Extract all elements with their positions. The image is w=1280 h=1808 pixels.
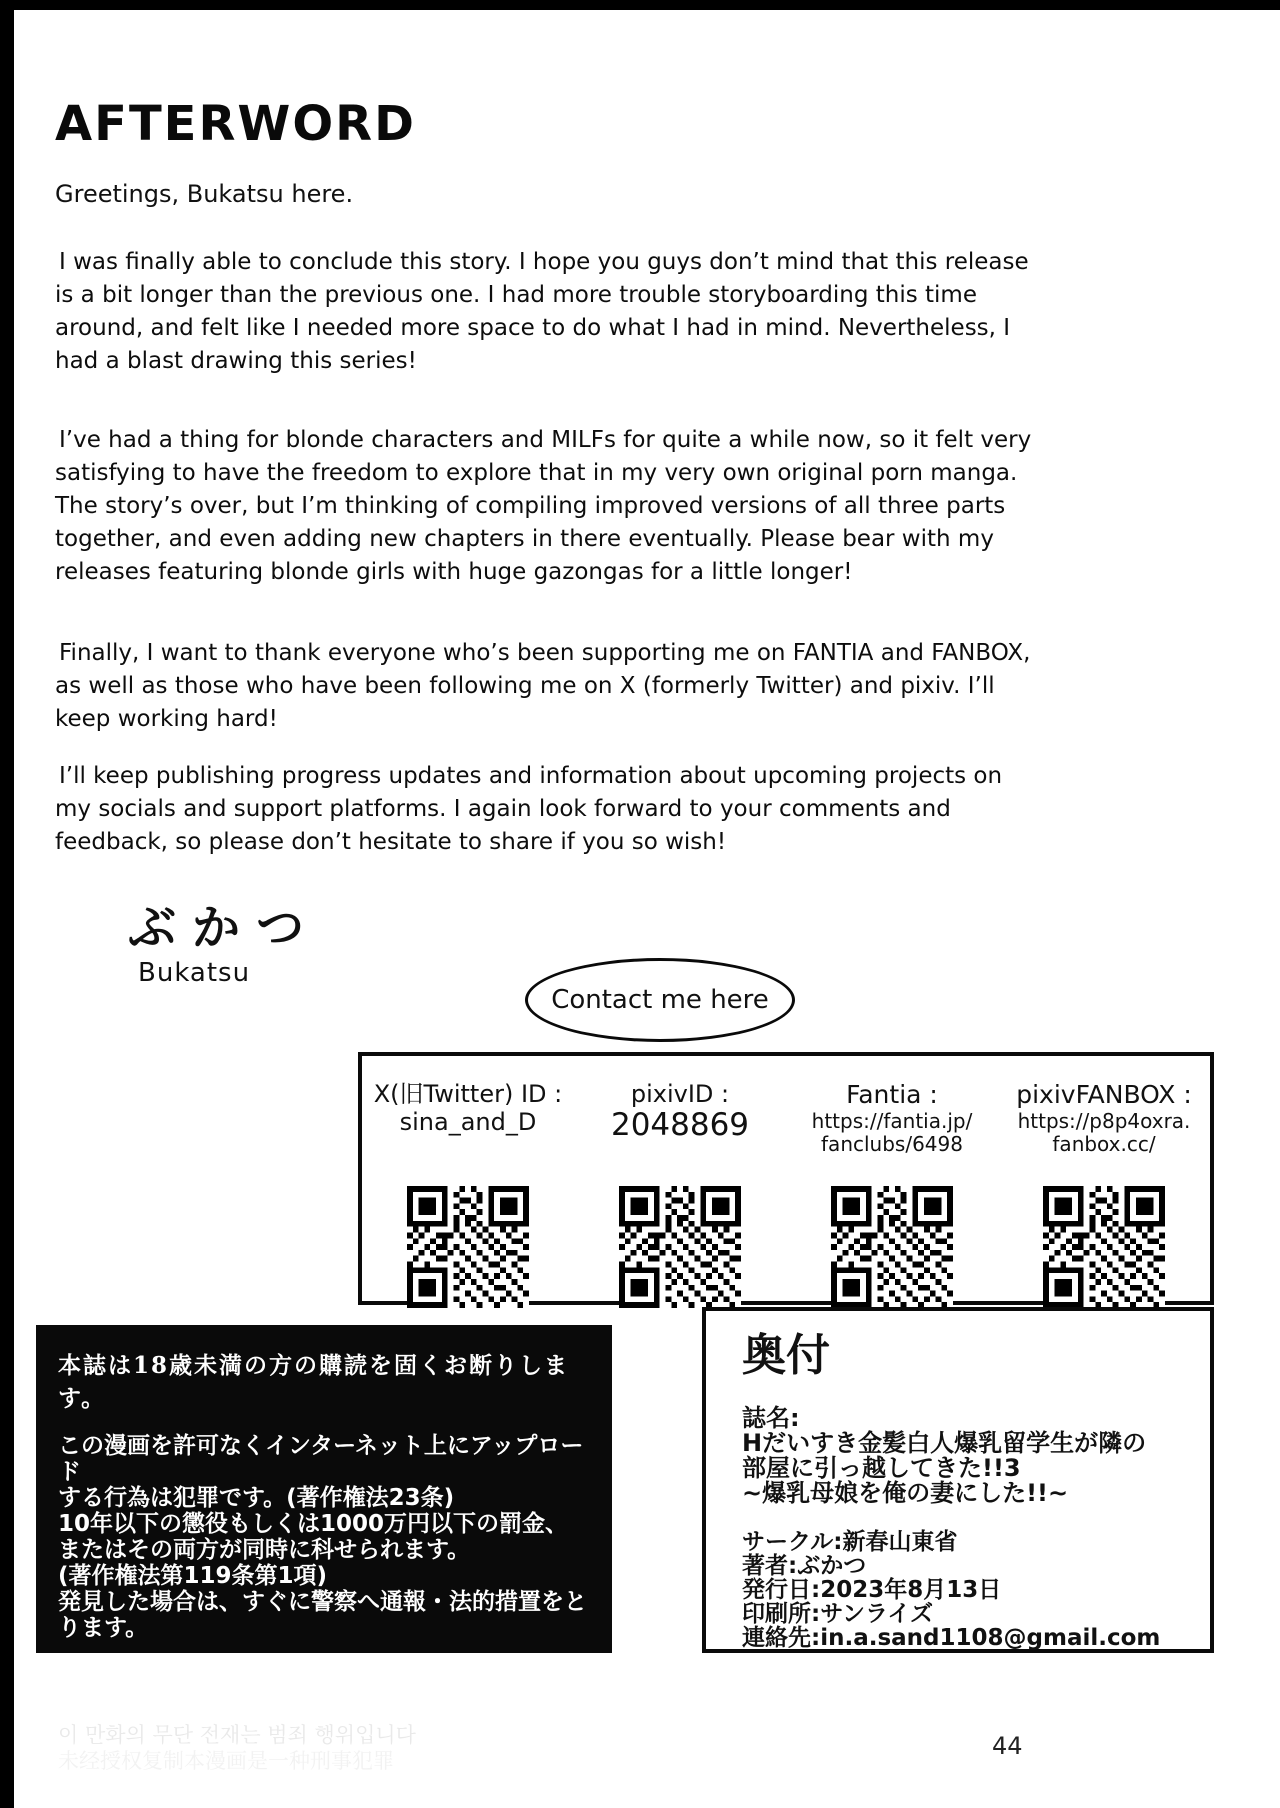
author-signature bbox=[128, 902, 320, 988]
contact-fanbox-text bbox=[998, 1080, 1210, 1182]
contact-fantia-label: Fantia : bbox=[846, 1080, 938, 1109]
warning-age-restriction: 本誌は18歳未満の方の購読を固くお断りします。 bbox=[58, 1352, 570, 1412]
colophon-contact-email: 連絡先:in.a.sand1108@gmail.com bbox=[742, 1625, 1161, 1651]
colophon-circle: サークル:新春山東省 bbox=[742, 1529, 958, 1555]
qr-code-x-twitter bbox=[407, 1186, 529, 1308]
contact-fanbox-url-line2: fanbox.cc/ bbox=[1052, 1132, 1156, 1156]
contact-col-fanbox bbox=[998, 1056, 1210, 1301]
contact-x-text bbox=[362, 1080, 574, 1182]
contact-fantia-url-line1: https://fantia.jp/ bbox=[811, 1109, 973, 1133]
contact-me-bubble bbox=[525, 958, 795, 1042]
greeting-text: Greetings, Bukatsu here. bbox=[55, 180, 354, 208]
colophon-title: 奥付 bbox=[742, 1330, 830, 1381]
warning-japanese-block: この漫画を許可なくインターネット上にアップロード する行為は犯罪です。(著作権法23条) 10年以下の懲役もしくは1000万円以下の罰金、 またはその両方が同時に科せられます。 (著作権法第119条第1項) 発見した場合は、すぐに警察へ通報・法的措置をとります。 bbox=[58, 1433, 587, 1641]
contact-fanbox-label: pixivFANBOX : bbox=[1016, 1080, 1192, 1109]
contact-col-x-twitter bbox=[362, 1056, 574, 1301]
warning-korean-line: 이 만화의 무단 전재는 범죄 행위입니다 bbox=[58, 1723, 416, 1747]
afterword-paragraph-2: I’ve had a thing for blonde characters and MILFs for quite a while now, so it felt very satisfying to have the freedom to explore that in my very own original porn manga. The story’s over, but I’m thinking of compiling improved versions of all three parts together, and even adding new chapters in there eventually. Please bear with my releases featuring blonde girls with huge gazongas for a little longer! bbox=[55, 427, 1032, 585]
qr-code-pixiv bbox=[619, 1186, 741, 1308]
colophon-book-title-label: 誌名: bbox=[742, 1404, 800, 1432]
contact-fanbox-url-line1: https://p8p4oxra. bbox=[1017, 1109, 1191, 1133]
contact-col-pixiv bbox=[574, 1056, 786, 1301]
afterword-paragraph-4: I’ll keep publishing progress updates and information about upcoming projects on my socials and support platforms. I again look forward to your comments and feedback, so please don’t hesitate to share if you so wish! bbox=[55, 763, 1003, 855]
warning-english-block: Uploading this cartoon on the Internet without permission is a crime. I will take legal action as soon as I find it. bbox=[58, 1657, 558, 1723]
colophon-publish-date: 発行日:2023年8月13日 bbox=[742, 1577, 1002, 1603]
contact-col-fantia bbox=[786, 1056, 998, 1301]
qr-code-fanbox bbox=[1043, 1186, 1165, 1308]
qr-code-fantia bbox=[831, 1186, 953, 1308]
contact-x-id: sina_and_D bbox=[399, 1108, 537, 1136]
page-number: 44 bbox=[992, 1732, 1023, 1760]
afterword-paragraph-3: Finally, I want to thank everyone who’s been supporting me on FANTIA and FANBOX, as well as those who have been following me on X (formerly Twitter) and pixiv. I’ll keep working hard! bbox=[55, 640, 1031, 732]
afterword-paragraph-1: I was finally able to conclude this story. I hope you guys don’t mind that this release is a bit longer than the previous one. I had more trouble storyboarding this time around, and felt like I needed more space to do what I had in mind. Nevertheless, I had a blast drawing this series! bbox=[55, 249, 1029, 374]
colophon-details bbox=[742, 1530, 1200, 1650]
colophon-printer: 印刷所:サンライズ bbox=[742, 1601, 934, 1627]
contact-pixiv-id: 2048869 bbox=[610, 1107, 750, 1143]
contact-pixiv-text bbox=[574, 1080, 786, 1182]
contact-fantia-text bbox=[786, 1080, 998, 1182]
contact-x-label: X(旧Twitter) ID : bbox=[373, 1080, 563, 1108]
contact-links-box bbox=[358, 1052, 1214, 1305]
warning-chinese-line: 未经授权复制本漫画是一种刑事犯罪 bbox=[58, 1749, 394, 1773]
contact-me-bubble-label: Contact me here bbox=[551, 985, 769, 1015]
contact-fantia-url-line2: fanclubs/6498 bbox=[821, 1132, 963, 1156]
contact-pixiv-label: pixivID : bbox=[630, 1080, 730, 1108]
colophon-author: 著者:ぶかつ bbox=[742, 1553, 867, 1579]
author-signature-japanese: ぶかつ bbox=[128, 900, 321, 956]
colophon-box bbox=[702, 1307, 1214, 1653]
copyright-warning-box bbox=[36, 1325, 612, 1773]
scan-edge-top bbox=[0, 0, 1280, 10]
page-title: AFTERWORD bbox=[55, 96, 416, 152]
scan-edge-left bbox=[0, 0, 14, 1808]
author-signature-romaji: Bukatsu bbox=[138, 958, 251, 988]
colophon-book-title: Hだいすき金髪白人爆乳留学生が隣の 部屋に引っ越してきた!!3 ~爆乳母娘を俺の妻にした!!~ bbox=[742, 1429, 1147, 1507]
